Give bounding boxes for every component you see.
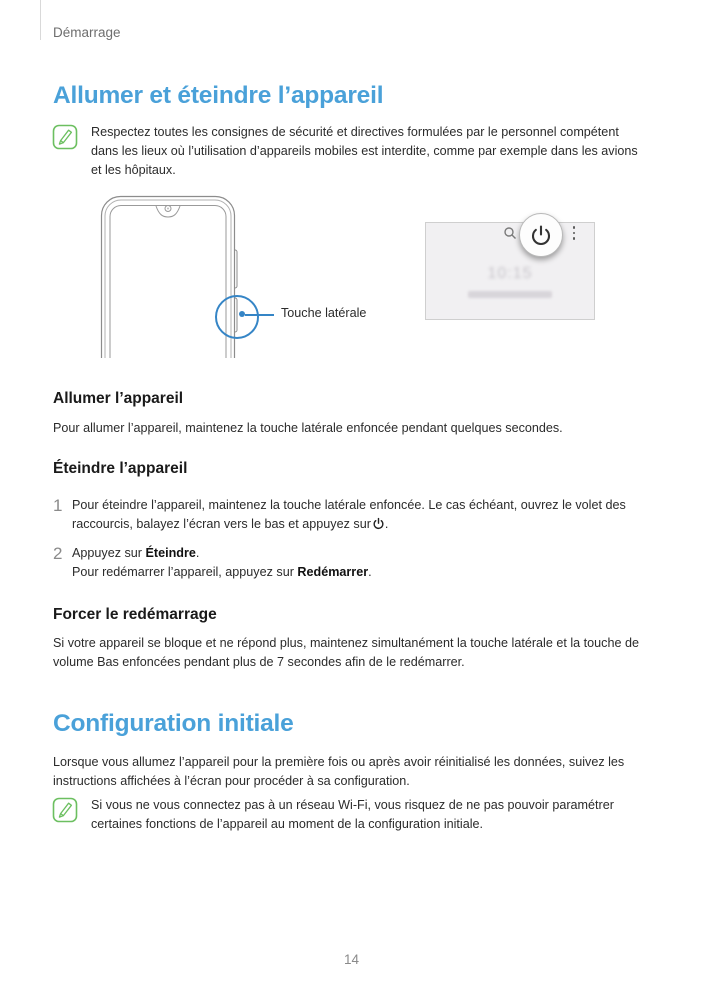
- note-box-safety: [52, 123, 652, 180]
- search-icon: [503, 226, 517, 240]
- paragraph-setup: Lorsque vous allumez l’appareil pour la première fois ou après avoir réinitialisé les données, suivez les instructions affichées à l’écran pour procéder à sa configuration.: [53, 755, 625, 788]
- step-text: Appuyez sur Éteindre. Pour redémarrer l’appareil, appuyez sur Redémarrer.: [72, 546, 372, 579]
- blurred-clock-text: 10:15: [487, 265, 533, 282]
- more-options-icon: [571, 226, 577, 240]
- note-pencil-icon: [52, 124, 78, 155]
- side-key-label: Touche latérale: [281, 306, 367, 320]
- paragraph-turn-on: Pour allumer l’appareil, maintenez la touche latérale enfoncée pendant quelques secondes.: [53, 421, 563, 435]
- step-number: 2: [53, 544, 63, 563]
- figure-power-key: [53, 195, 653, 365]
- phone-front-illustration: [100, 195, 242, 358]
- heading-turn-on: Allumer l’appareil: [53, 390, 184, 407]
- step-1: [53, 496, 653, 534]
- power-button-magnified: [519, 213, 563, 257]
- page-number: 14: [343, 952, 360, 967]
- step-text: Pour éteindre l’appareil, maintenez la touche latérale enfoncée. Le cas échéant, ouvrez le volet des raccourcis, balayez l’écran vers le bas et appuyez sur .: [72, 498, 626, 531]
- side-key-callout-circle: [215, 295, 259, 339]
- note-text: Si vous ne vous connectez pas à un réseau Wi-Fi, vous risquez de ne pas pouvoir paramétrer certaines fonctions de l’appareil au moment de la configuration initiale.: [91, 798, 614, 831]
- power-icon: [529, 223, 553, 247]
- note-pencil-icon: [52, 797, 78, 828]
- bold-eteindre: Éteindre: [145, 546, 196, 560]
- paragraph-force-restart: Si votre appareil se bloque et ne répond plus, maintenez simultanément la touche latérale et la touche de volume Bas enfoncées pendant plus de 7 secondes afin de le redémarrer.: [53, 636, 639, 669]
- page-title-setup: Configuration initiale: [53, 710, 294, 737]
- blurred-date-bar: [468, 291, 552, 298]
- note-box-wifi: [52, 796, 652, 834]
- callout-line: [245, 314, 274, 316]
- step-2: [53, 544, 653, 582]
- heading-turn-off: Éteindre l’appareil: [53, 460, 188, 477]
- heading-force-restart: Forcer le redémarrage: [53, 606, 217, 623]
- power-icon-inline: [372, 517, 385, 530]
- step-number: 1: [53, 496, 63, 515]
- page-title-power: Allumer et éteindre l’appareil: [53, 82, 384, 109]
- note-text: Respectez toutes les consignes de sécurité et directives formulées par le personnel compétent dans les lieux où l’utilisation d’appareils mobiles est interdite, comme par exemple dans les avions et les hôpitaux.: [91, 125, 638, 177]
- header-divider: [40, 0, 41, 40]
- breadcrumb: Démarrage: [53, 25, 121, 40]
- bold-redemarrer: Redémarrer: [297, 565, 369, 579]
